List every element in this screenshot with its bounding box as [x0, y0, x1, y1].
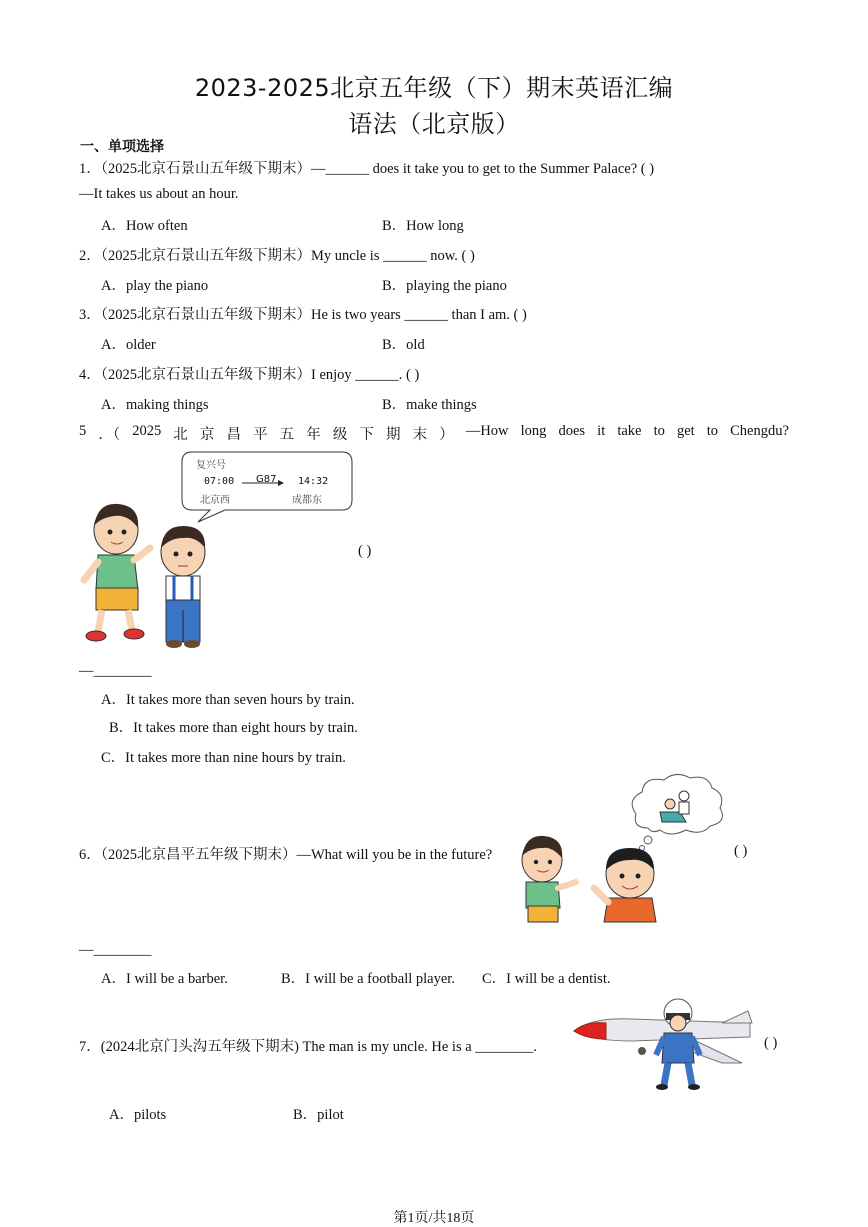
question-6-bracket[interactable]: ( ): [734, 843, 748, 859]
question-7-option-b[interactable]: B．pilot: [293, 1107, 344, 1123]
question-7-bracket[interactable]: ( ): [764, 1035, 778, 1051]
question-5-option-b[interactable]: B．It takes more than eight hours by train.: [109, 720, 358, 736]
question-3-stem: 3．（2025北京石景山五年级下期末）He is two years ______ than I am. ( ): [79, 307, 527, 323]
question-5-stem: 5 ．（ 2025 北 京 昌 平 五 年 级 下 期 末 ） —How long does it take to get to Chengdu?: [79, 423, 789, 443]
question-7-stem: 7．(2024北京门头沟五年级下期末) The man is my uncle. He is a ________.: [79, 1039, 537, 1055]
question-4-option-b[interactable]: B．make things: [382, 397, 477, 413]
question-2-stem: 2．（2025北京石景山五年级下期末）My uncle is ______ now. ( ): [79, 248, 475, 264]
page-title: 2023-2025北京五年级（下）期末英语汇编: [194, 74, 674, 102]
ticket-arrive-time: 14:32: [298, 476, 329, 487]
pilot-jet-illustration: [572, 993, 756, 1091]
question-1-option-b[interactable]: B．How long: [382, 218, 464, 234]
question-3-option-b[interactable]: B．old: [382, 337, 425, 353]
ticket-train-name: 复兴号: [196, 460, 226, 471]
question-5-bracket[interactable]: ( ): [358, 543, 372, 559]
question-6-option-b[interactable]: B．I will be a football player.: [281, 971, 455, 987]
question-5-answer-line[interactable]: —________: [79, 663, 152, 679]
ticket-from-station: 北京西: [200, 495, 230, 506]
question-4-option-a[interactable]: A．making things: [101, 397, 209, 413]
question-6-stem: 6．（2025北京昌平五年级下期末）—What will you be in the future?: [79, 847, 493, 863]
question-7-option-a[interactable]: A．pilots: [109, 1107, 167, 1123]
section-heading: 一、单项选择: [80, 139, 164, 155]
question-1-stem-2: —It takes us about an hour.: [79, 186, 239, 202]
question-5-option-c[interactable]: C．It takes more than nine hours by train.: [101, 750, 346, 766]
ticket-train-no: G87: [256, 474, 277, 485]
question-3-option-a[interactable]: A．older: [101, 337, 156, 353]
question-2-option-a[interactable]: A．play the piano: [101, 278, 209, 294]
question-6-option-c[interactable]: C．I will be a dentist.: [482, 971, 611, 987]
two-boys-illustration: [78, 500, 213, 650]
question-5-option-a[interactable]: A．It takes more than seven hours by train.: [101, 692, 355, 708]
ticket-to-station: 成都东: [292, 495, 322, 506]
ticket-depart-time: 07:00: [204, 476, 235, 487]
question-1-option-a[interactable]: A．How often: [101, 218, 188, 234]
question-1-stem: 1．（2025北京石景山五年级下期末）—______ does it take you to get to the Summer Palace? ( ): [79, 161, 655, 177]
page-footer: 第1页/共18页: [393, 1211, 475, 1226]
dentist-dream-illustration: [520, 770, 730, 930]
question-2-option-b[interactable]: B．playing the piano: [382, 278, 507, 294]
question-6-answer-line[interactable]: —________: [79, 942, 152, 958]
question-6-option-a[interactable]: A．I will be a barber.: [101, 971, 228, 987]
page-subtitle: 语法（北京版）: [348, 110, 520, 138]
question-4-stem: 4．（2025北京石景山五年级下期末）I enjoy ______. ( ): [79, 367, 420, 383]
